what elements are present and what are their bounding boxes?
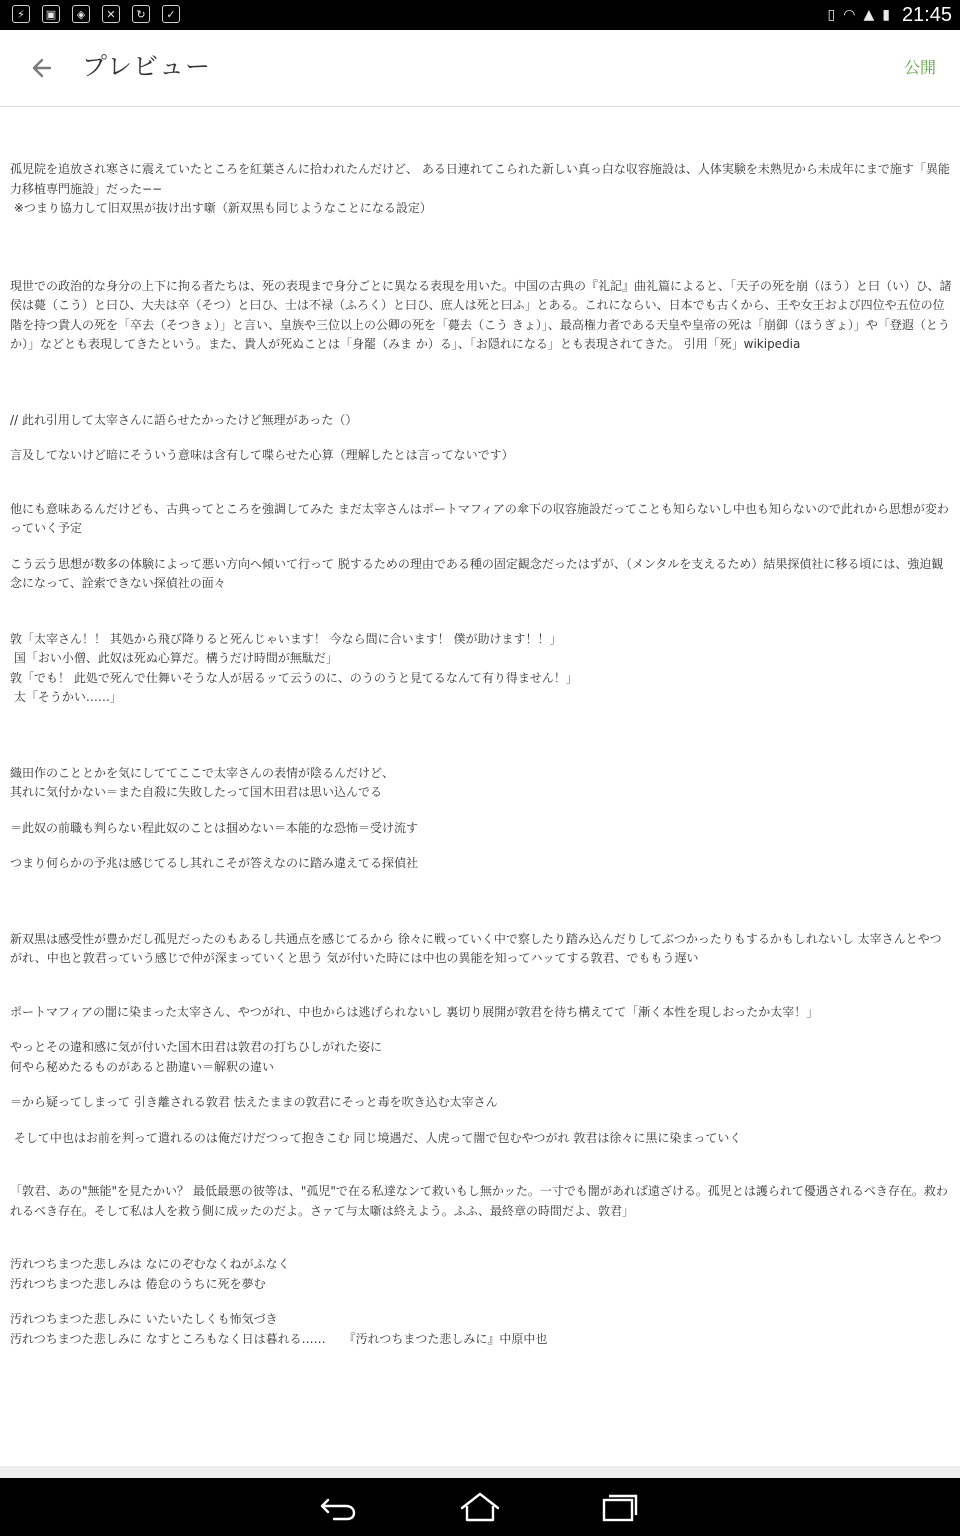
paragraph-8: 織田作のこととかを気にしててここで太宰さんの表情が陰るんだけど、 其れに気付かない＝また自殺に失敗したって国木田君は思い込んでる	[10, 765, 395, 799]
signal-icon: ▲	[863, 7, 875, 23]
clock: 21:45	[901, 4, 952, 26]
preview-content	[10, 160, 952, 1349]
paragraph-5: 他にも意味あるんだけども、古典ってところを強調してみた まだ太宰さんはポートマフィアの傘下の収容施設だってことも知らないし中也も知らないので此れから思想が変わっていく予定	[10, 501, 949, 535]
nav-recent-svg	[598, 1490, 642, 1524]
battery-charging-icon: ⚡	[12, 5, 30, 23]
quote-block: 「敦君、あの"無能"を見たかい？ 最低最悪の彼等は、"孤児"で在る私達なンて救いもし無かッた。一寸でも闇があれば遠ざける。孤児とは護られて優遇されるべき存在。救われるべき存在。そして私は人を救う側に成ッたのだよ。さァて与太噺は終えよう。ふふ、最終章の時間だよ、敦君」	[10, 1184, 948, 1218]
notification-icons	[12, 5, 180, 23]
paragraph-2: 現世での政治的な身分の上下に拘る者たちは、死の表現まで身分ごとに異なる表現を用いた。中国の古典の『礼記』曲礼篇によると、「天子の死を崩（ほう）と曰（い）ひ、諸侯は薨（こう）と曰ひ、大夫は卒（そつ）と曰ひ、士は不禄（ふろく）と曰ひ、庶人は死と曰ふ」とある。これにならい、日本でも古くから、王や女王および四位や五位の位階を持つ貴人の死を「卒去（そつきょ）」と言い、皇族や三位以上の公卿の死を「薨去（こう きょ）」、最高権力者である天皇や皇帝の死は「崩御（ほうぎょ）」や「登遐（とうか）」などとも表現してきたという。また、貴人が死ぬことは「身罷（みま か）る」、「お隠れになる」とも表現されてきた。 引用「死」wikipedia	[10, 278, 952, 351]
content-bottom-divider	[0, 1466, 960, 1478]
battery-icon: ▮	[882, 7, 890, 23]
system-icons	[828, 3, 953, 27]
sync-icon: ↻	[132, 5, 150, 23]
nav-home-icon[interactable]	[458, 1490, 502, 1524]
paragraph-4: 言及してないけど暗にそういう意味は含有して喋らせた心算（理解したとは言ってないです）	[10, 448, 514, 462]
nav-back-svg	[316, 1490, 360, 1524]
status-bar	[0, 0, 960, 30]
paragraph-10: つまり何らかの予兆は感じてるし其れこそが答えなのに踏み違えてる探偵社	[10, 856, 419, 870]
back-arrow-svg	[28, 50, 58, 86]
no-sim-icon: ✕	[102, 5, 120, 23]
nav-recent-apps-icon[interactable]	[598, 1490, 642, 1524]
nav-back-icon[interactable]	[316, 1490, 360, 1524]
publish-button[interactable]: 公開	[903, 58, 936, 77]
poem-stanza-2: 汚れつちまつた悲しみに いたいたしくも怖気づき 汚れつちまつた悲しみに なすところもなく日は暮れる…… 『汚れつちまつた悲しみに』中原中也	[10, 1312, 548, 1346]
shield-icon: ◈	[72, 5, 90, 23]
paragraph-1: 孤児院を追放され寒さに震えていたところを紅葉さんに拾われたんだけど、 ある日連れてこられた新しい真っ白な収容施設は、人体実験を未熟児から未成年にまで施す「異能力移植専門施設」だった−− ※つまり協力して旧双黒が抜け出す噺（新双黒も同じようなことになる設定）	[10, 162, 950, 215]
page-title: プレビュー	[82, 52, 212, 81]
vibrate-icon: ▯	[827, 7, 836, 23]
paragraph-15: そして中也はお前を判って遣れるのは俺だけだつって抱きこむ 同じ境遇だ、人虎って闇で包むやつがれ 敦君は徐々に黒に染まっていく	[10, 1130, 742, 1145]
paragraph-11: 新双黒は感受性が豊かだし孤児だったのもあるし共通点を感じてるから 徐々に戦っていく中で察したり踏み込んだりしてぶつかったりもするかもしれないし 太宰さんとやつがれ、中也と敦君っていう感じで仲が深まっていくと思う 気が付いた時には中也の異能を知ってハッてする敦君、でももう遅い	[10, 931, 942, 965]
paragraph-3: // 此れ引用して太宰さんに語らせたかったけど無理があった（）	[10, 412, 358, 427]
navigation-bar	[0, 1478, 960, 1536]
paragraph-14: ＝から疑ってしまって 引き離される敦君 怯えたままの敦君にそっと毒を吹き込む太宰さん	[10, 1095, 498, 1109]
dialogue-block: 敦「太宰さん！！ 其処から飛び降りると死んじゃいます！ 今なら間に合います！ 僕が助けます！！」 国「おい小僧、此奴は死ぬ心算だ。構うだけ時間が無駄だ」 敦「でも！ 此処で死んで仕舞いそうな人が居るッて云うのに、のうのうと見てるなんて有り得ません！」 太「そうかい……」	[10, 631, 578, 704]
paragraph-13: やっとその違和感に気が付いた国木田君は敦君の打ちひしがれた姿に 何やら秘めたるものがあると勘違い＝解釈の違い	[10, 1040, 383, 1074]
image-icon: ▣	[42, 5, 60, 23]
poem-stanza-1: 汚れつちまつた悲しみは なにのぞむなくねがふなく 汚れつちまつた悲しみは 倦怠のうちに死を夢む	[10, 1257, 290, 1291]
app-toolbar	[0, 30, 960, 107]
nav-home-svg	[458, 1490, 502, 1524]
wifi-icon: ◠	[843, 7, 856, 23]
paragraph-6: こう云う思想が数多の体験によって悪い方向へ傾いて行って 脱するための理由である種の固定観念だったはずが、（メンタルを支えるため）結果探偵社に移る頃には、強迫観念になって、詮索できない探偵社の面々	[10, 556, 944, 590]
checkmark-icon: ✓	[162, 5, 180, 23]
paragraph-12: ポートマフィアの闇に染まった太宰さん、やつがれ、中也からは逃げられないし 裏切り展開が敦君を待ち構えてて「漸く本性を現しおったか太宰！」	[10, 1004, 819, 1019]
back-arrow-icon[interactable]	[28, 50, 58, 86]
paragraph-9: ＝此奴の前職も判らない程此奴のことは掴めない＝本能的な恐怖＝受け流す	[10, 820, 419, 835]
